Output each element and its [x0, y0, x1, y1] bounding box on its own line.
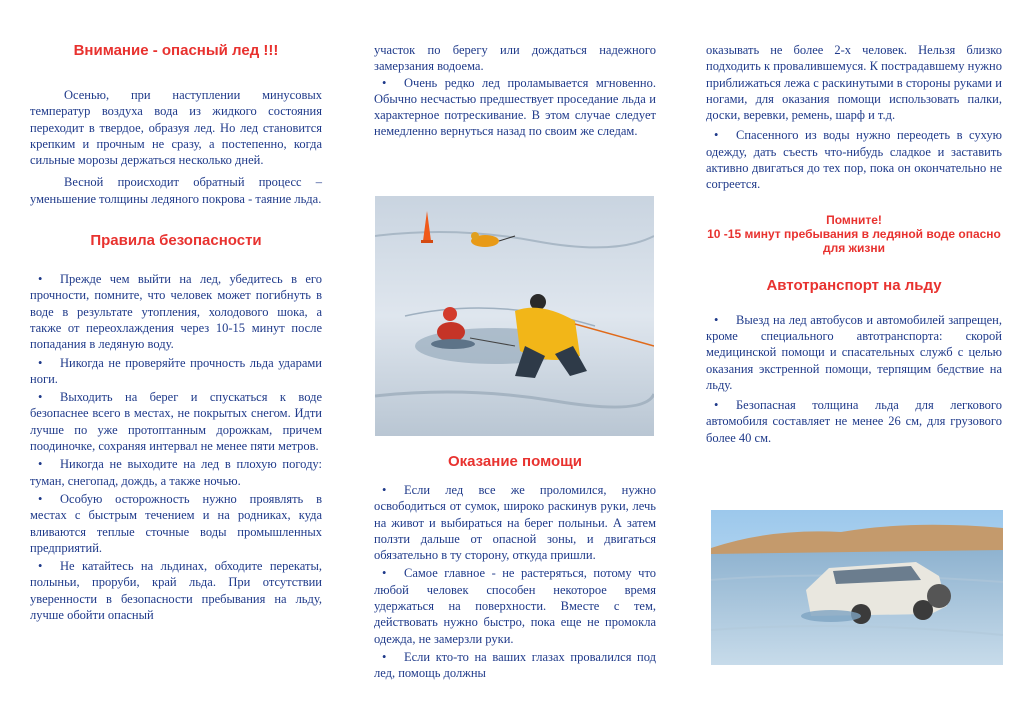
bullet-icon: •: [382, 483, 387, 497]
rule-item: • Не катайтесь на льдинах, обходите перекаты, полыньи, проруби, край льда. При отсутствии уверенности в безопасности пребывания на льду, лучше обойти опасный: [30, 559, 322, 623]
auto-title: Автотранспорт на льду: [766, 276, 942, 294]
bullet-icon: •: [714, 398, 719, 413]
continued-paragraph: оказывать не более 2-х человек. Нельзя близко подходить к провалившемуся. К пострадавшему нужно приближаться лежа с раскинутыми в стороны руками и ногами, для оказания помощи использовать палки, доски, веревки, ремень, шарф и т.д.: [706, 43, 1002, 123]
rule-item: • Особую осторожность нужно проявлять в местах с быстрым течением и на родниках, куда вливаются теплые сточные воды промышленных предприятий.: [30, 491, 322, 555]
help-section: [374, 453, 656, 723]
rule-item: • Очень редко лед проламывается мгновенно. Обычно несчастью предшествует проседание льда и характерное потрескивание. В этом случае следует немедленно вернуться назад по своим же следам.: [374, 75, 656, 139]
column-left: [30, 0, 322, 724]
help-item: • Самое главное - не растеряться, потому что любой человек способен некоторое время удержаться на поверхности. Вместе с тем, действовать нужно быстро, пока еще не промокла одежда, не замерзли руки.: [374, 566, 656, 646]
bullet-icon: •: [38, 457, 43, 472]
remember-title: Помните!: [826, 212, 882, 227]
warning-title: Внимание - опасный лед !!!: [73, 42, 279, 59]
help-title: Оказание помощи: [447, 453, 583, 470]
bullet-icon: •: [38, 272, 43, 287]
rules-title: Правила безопасности: [90, 232, 262, 250]
bullet-icon: •: [38, 559, 43, 574]
continued-paragraph: участок по берегу или дождаться надежного замерзания водоема.: [374, 43, 656, 74]
bullet-icon: •: [38, 355, 43, 370]
bullet-icon: •: [38, 491, 43, 506]
car-on-ice-photo: [711, 510, 1003, 665]
auto-item: • Выезд на лед автобусов и автомобилей запрещен, кроме специального автотранспорта: скорой медицинской помощи и спасательных служб с целью оказания экстренной помощи, терпящим бедствие на льду.: [706, 312, 1002, 392]
rule-item: • Выходить на берег и спускаться к воде безопаснее всего в местах, не покрытых снегом. Идти лучше по уже протоптанным дорожкам, причем поодиночке, сохраняя интервал не менее пяти метров.: [30, 390, 322, 454]
ice-rescue-photo: [375, 196, 654, 436]
rule-item: • Прежде чем выйти на лед, убедитесь в его прочности, помните, что человек может погибнуть в воде в результате утопления, холодового шока, а также от переохлаждения через 10-15 минут после попадания в ледяную воду.: [30, 272, 322, 352]
bullet-icon: •: [382, 649, 387, 664]
spring-paragraph: Весной происходит обратный процесс – уменьшение толщины ледяного покрова - таяние льда.: [30, 175, 322, 206]
intro-paragraph: Осенью, при наступлении минусовых температур воздуха вода из жидкого состояния переходит в твердое, образуя лед. Но лед становится крепким и прочным не сразу, а постепенно, когда сильные морозы держаться несколько дней.: [30, 88, 322, 168]
bullet-icon: •: [714, 312, 719, 327]
bullet-icon: •: [38, 390, 43, 405]
help-item: • Спасенного из воды нужно переодеть в сухую одежду, дать съесть что-нибудь сладкое и заставить активно двигаться до тех пор, пока он окончательно не согреется.: [706, 128, 1002, 192]
help-item: • Если кто-то на ваших глазах провалился под лед, помощь должны: [374, 649, 656, 681]
remember-text: 10 -15 минут пребывания в ледяной воде опасно для жизни: [707, 226, 1001, 255]
bullet-icon: •: [714, 128, 719, 143]
rule-item: • Никогда не проверяйте прочность льда ударами ноги.: [30, 355, 322, 386]
rule-item: • Никогда не выходите на лед в плохую погоду: туман, снегопад, дождь, а также ночью.: [30, 457, 322, 488]
help-item: • Если лед все же проломился, нужно освободиться от сумок, широко раскинув руки, лечь на живот и выбираться на берег полыньи. А затем ползти дальше от опасной зоны, и двигаться обязательно в ту сторону, откуда пришли.: [374, 483, 656, 563]
auto-item: • Безопасная толщина льда для легкового автомобиля составляет не менее 26 см, для грузового более 40 см.: [706, 398, 1002, 445]
bullet-icon: •: [382, 75, 387, 90]
bullet-icon: •: [382, 566, 387, 581]
